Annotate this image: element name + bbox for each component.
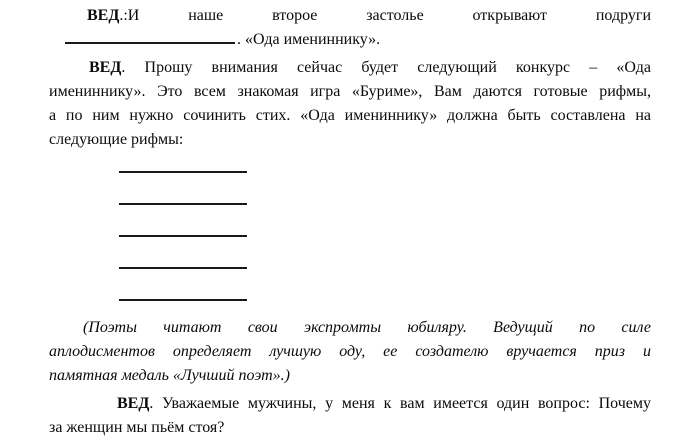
rhyme-underline-slot: [119, 299, 247, 301]
name-fill-in-blank: [65, 29, 235, 44]
rhyme-underline-slot: [119, 203, 247, 205]
paragraph-intro: [49, 4, 651, 52]
rhyme-underline-slot: [119, 235, 247, 237]
rhyme-blank-row: [49, 280, 651, 312]
paragraph-contest-line-4: следующие рифмы:: [49, 131, 184, 148]
paragraph-question-line-2: за женщин мы пьём стоя?: [49, 419, 225, 436]
rhyme-blank-row: [49, 216, 651, 248]
paragraph-contest-line-1: [49, 56, 651, 80]
stage-direction-line-1: (Поэты читают свои экспромты юбиляру. Ведущий по силе: [83, 319, 651, 336]
stage-direction-line-3: памятная медаль «Лучший поэт».): [49, 367, 291, 384]
speaker-label: ВЕД: [89, 59, 122, 76]
paragraph-intro-line-2-text: . «Ода имениннику».: [237, 31, 381, 48]
paragraph-contest-line-2: имениннику». Это всем знакомая игра «Буриме», Вам даются готовые рифмы,: [49, 83, 651, 100]
speaker-label: ВЕД: [117, 395, 150, 412]
paragraph-question-line-1-text: . Уважаемые мужчины, у меня к вам имеется один вопрос: Почему: [149, 395, 651, 412]
paragraph-contest-line-1-text: . Прошу внимания сейчас будет следующий конкурс – «Ода: [121, 59, 651, 76]
paragraph-question: [49, 392, 651, 440]
stage-direction: [49, 316, 651, 388]
paragraph-contest: [49, 56, 651, 152]
paragraph-intro-line-1-text: .:И наше второе застолье открывают подруги: [119, 7, 651, 24]
rhyme-underline-slot: [119, 267, 247, 269]
rhyme-blank-row: [49, 152, 651, 184]
speaker-label: ВЕД: [87, 7, 120, 24]
paragraph-question-line-1: [49, 392, 651, 416]
rhyme-blank-row: [49, 248, 651, 280]
rhyme-blank-row: [49, 184, 651, 216]
stage-direction-line-2: аплодисментов определяет лучшую оду, ее создателю вручается приз и: [49, 343, 651, 360]
paragraph-intro-line-2: [49, 28, 651, 52]
paragraph-contest-line-3: а по ним нужно сочинить стих. «Ода имениннику» должна быть составлена на: [49, 107, 651, 124]
rhyme-underline-slot: [119, 171, 247, 173]
rhyme-blanks-block: [49, 152, 651, 312]
paragraph-intro-line-1: [49, 4, 651, 28]
